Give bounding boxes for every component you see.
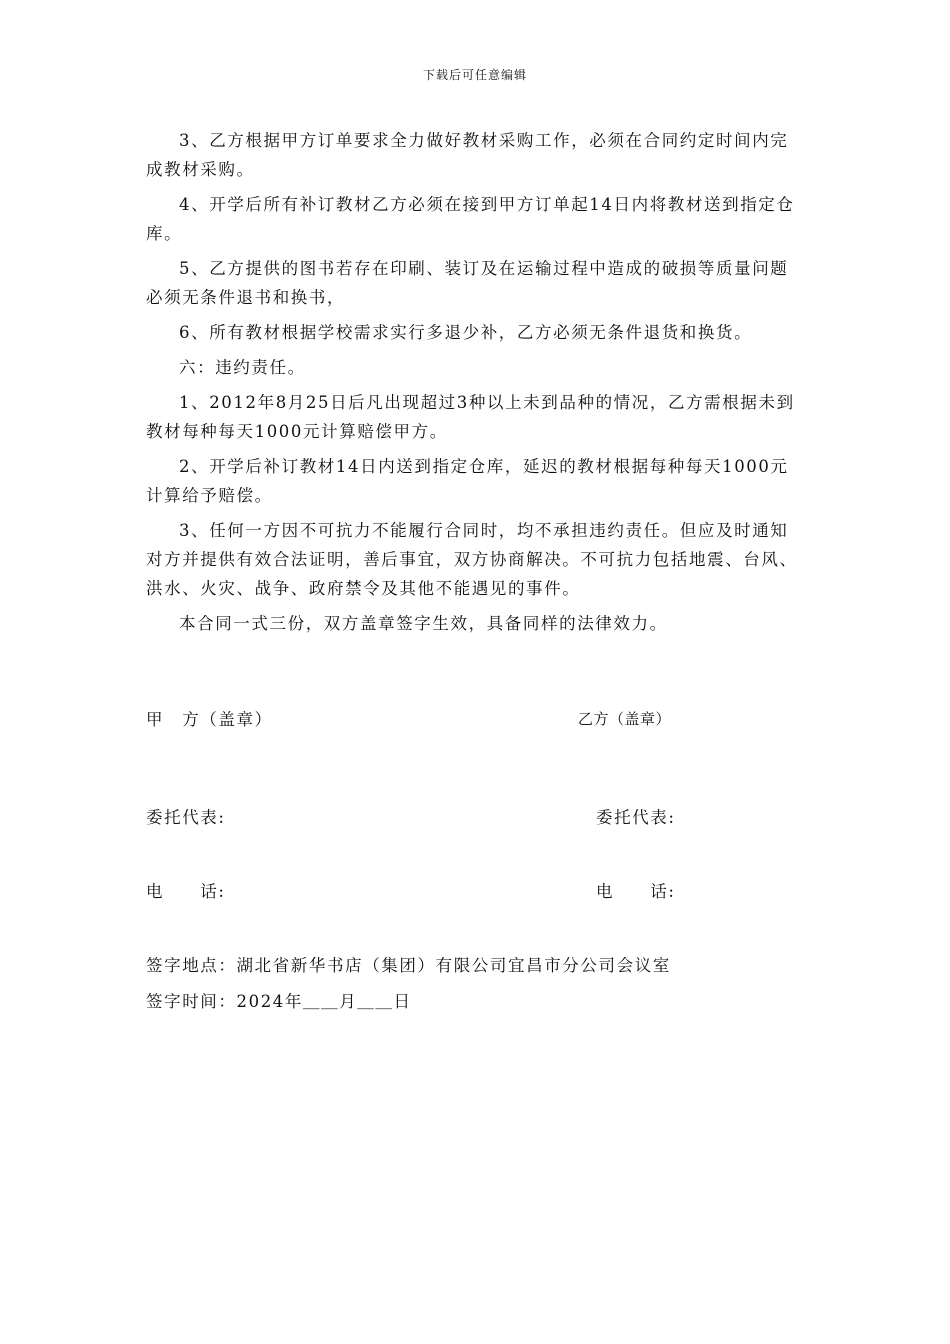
clause-6-returns: 6、所有教材根据学校需求实行多退少补，乙方必须无条件退货和换货。: [179, 323, 753, 342]
section-six-heading: 六：违约责任。: [179, 358, 306, 377]
liability-clause-2: 2、开学后补订教材14日内送到指定仓库，延迟的教材根据每种每天1000元计算给予赔偿。: [146, 457, 789, 505]
signing-location: 签字地点：湖北省新华书店（集团）有限公司宜昌市分公司会议室: [146, 956, 671, 975]
party-a-rep-label: 委托代表:: [146, 808, 226, 827]
clause-4-supplementary-order: 4、开学后所有补订教材乙方必须在接到甲方订单起14日内将教材送到指定仓库。: [146, 195, 795, 243]
contract-body: [146, 126, 806, 644]
party-b-phone-label: 电 话:: [596, 882, 676, 901]
liability-clause-1: 1、2012年8月25日后凡出现超过3种以上未到品种的情况，乙方需根据未到教材每种每天1000元计算赔偿甲方。: [146, 393, 795, 441]
contract-copies-statement: 本合同一式三份，双方盖章签字生效，具备同样的法律效力。: [179, 614, 668, 633]
party-a-seal-label: 甲 方（盖章）: [146, 710, 273, 729]
clause-5-quality: 5、乙方提供的图书若存在印刷、装订及在运输过程中造成的破损等质量问题必须无条件退书和换书，: [146, 259, 789, 307]
party-b-seal-label: 乙方（盖章）: [578, 710, 672, 728]
header-note: 下载后可任意编辑: [422, 68, 527, 82]
signing-date: 签字时间：2024年＿＿月＿＿日: [146, 992, 412, 1011]
party-a-phone-label: 电 话:: [146, 882, 226, 901]
liability-clause-3: 3、任何一方因不可抗力不能履行合同时，均不承担违约责任。但应及时通知对方并提供有效合法证明，善后事宜，双方协商解决。不可抗力包括地震、台风、洪水、火灾、战争、政府禁令及其他不能遇见的事件。: [146, 521, 798, 598]
party-b-rep-label: 委托代表:: [596, 808, 676, 827]
clause-3-procurement: 3、乙方根据甲方订单要求全力做好教材采购工作，必须在合同约定时间内完成教材采购。: [146, 131, 789, 179]
